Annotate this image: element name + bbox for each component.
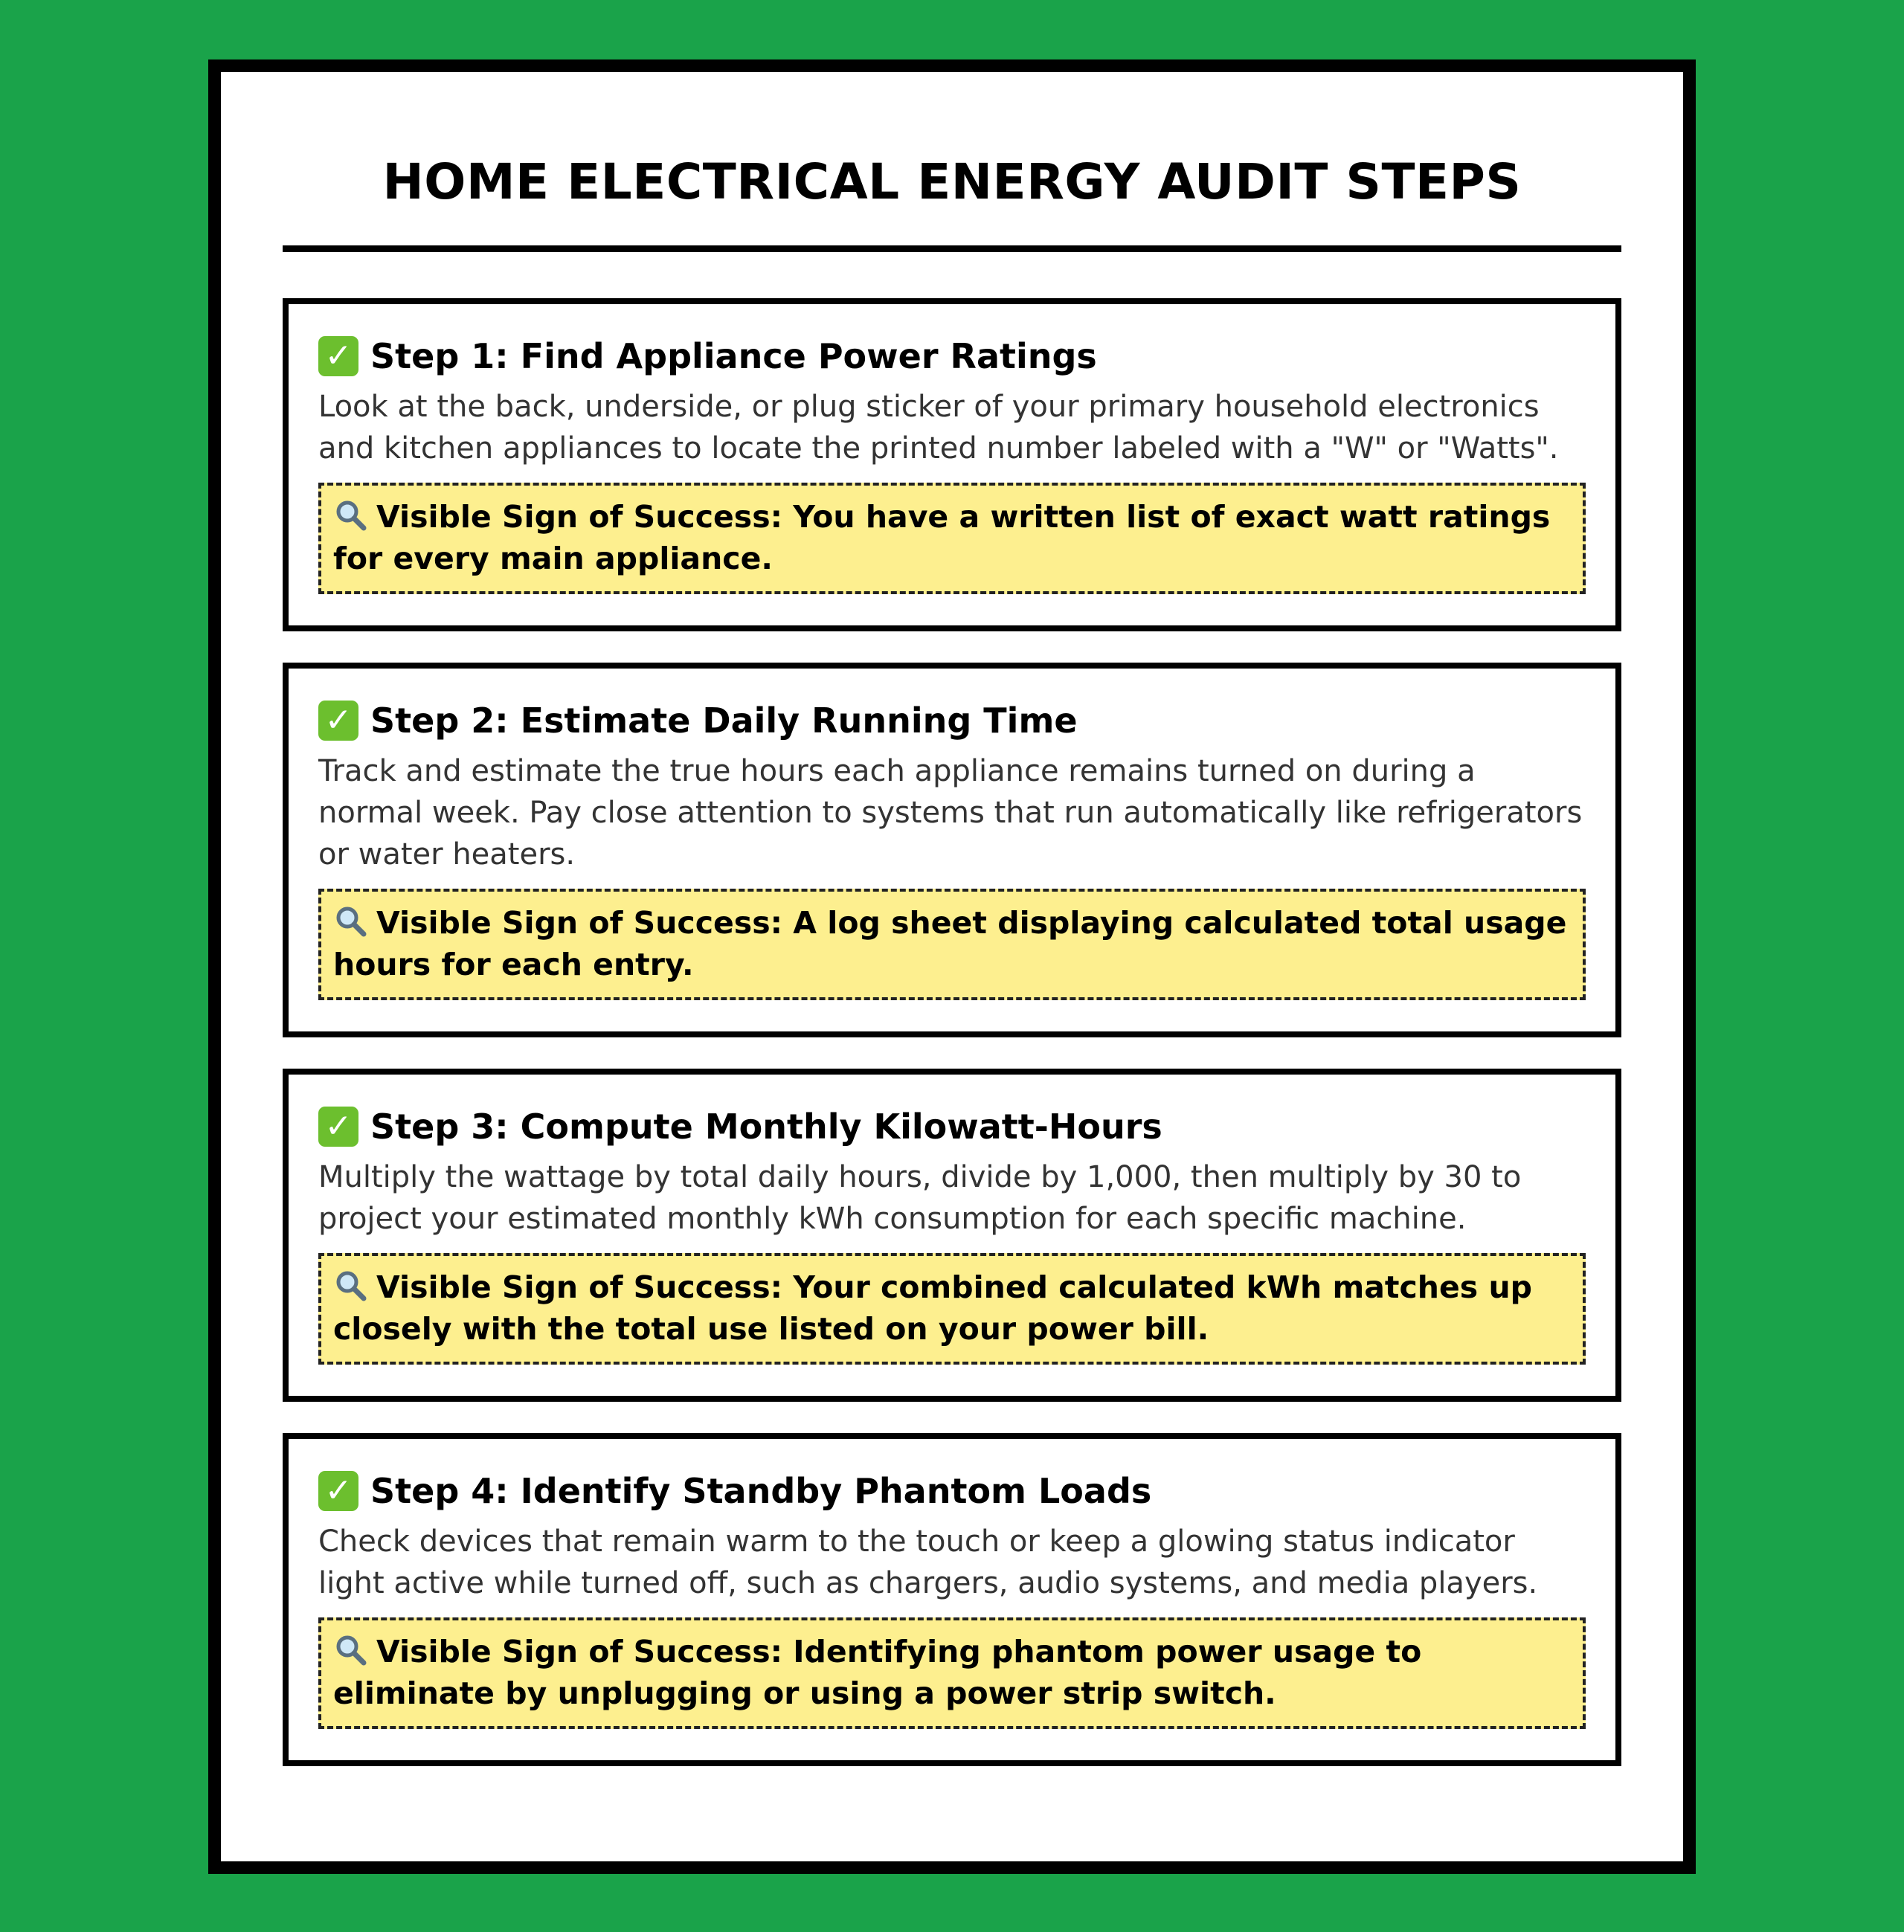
magnifying-glass-icon	[333, 1268, 367, 1302]
step-description: Track and estimate the true hours each appliance remains turned on during a normal week. Pay close attention to systems that run automatically like refrigerators or water heaters.	[318, 754, 1583, 872]
audit-sheet	[208, 59, 1696, 1874]
check-mark-icon: ✓	[318, 701, 358, 741]
title-divider	[283, 245, 1621, 252]
success-text: Visible Sign of Success: You have a written list of exact watt ratings for every main appliance.	[333, 499, 1551, 576]
step-card-3	[283, 1069, 1621, 1402]
success-text: Visible Sign of Success: A log sheet displaying calculated total usage hours for each entry.	[333, 905, 1567, 982]
step-title: Step 4: Identify Standby Phantom Loads	[370, 1471, 1152, 1511]
success-callout	[318, 483, 1586, 594]
step-title: Step 2: Estimate Daily Running Time	[370, 701, 1078, 741]
success-text: Visible Sign of Success: Your combined calculated kWh matches up closely with the total use listed on your power bill.	[333, 1269, 1532, 1347]
step-heading	[318, 1467, 1586, 1515]
step-heading	[318, 332, 1586, 380]
check-mark-icon: ✓	[318, 1107, 358, 1147]
step-title: Step 1: Find Appliance Power Ratings	[370, 336, 1097, 376]
step-card-1	[283, 298, 1621, 631]
step-heading	[318, 1103, 1586, 1150]
step-description: Look at the back, underside, or plug sticker of your primary household electronics and kitchen appliances to locate the printed number labeled with a "W" or "Watts".	[318, 390, 1559, 466]
success-text: Visible Sign of Success: Identifying phantom power usage to eliminate by unplugging or using a power strip switch.	[333, 1634, 1422, 1711]
steps-list	[283, 298, 1621, 1766]
step-card-4	[283, 1433, 1621, 1766]
magnifying-glass-icon	[333, 1632, 367, 1667]
page-title: HOME ELECTRICAL ENERGY AUDIT STEPS	[382, 153, 1522, 210]
success-callout	[318, 1617, 1586, 1729]
step-heading	[318, 697, 1586, 744]
step-title: Step 3: Compute Monthly Kilowatt-Hours	[370, 1107, 1162, 1147]
success-callout	[318, 889, 1586, 1000]
magnifying-glass-icon	[333, 498, 367, 532]
magnifying-glass-icon	[333, 904, 367, 938]
check-mark-icon: ✓	[318, 336, 358, 376]
step-description: Multiply the wattage by total daily hours, divide by 1,000, then multiply by 30 to project your estimated monthly kWh consumption for each specific machine.	[318, 1160, 1522, 1236]
step-description: Check devices that remain warm to the touch or keep a glowing status indicator light active while turned off, such as chargers, audio systems, and media players.	[318, 1524, 1538, 1600]
check-mark-icon: ✓	[318, 1471, 358, 1511]
success-callout	[318, 1253, 1586, 1365]
step-card-2	[283, 663, 1621, 1037]
